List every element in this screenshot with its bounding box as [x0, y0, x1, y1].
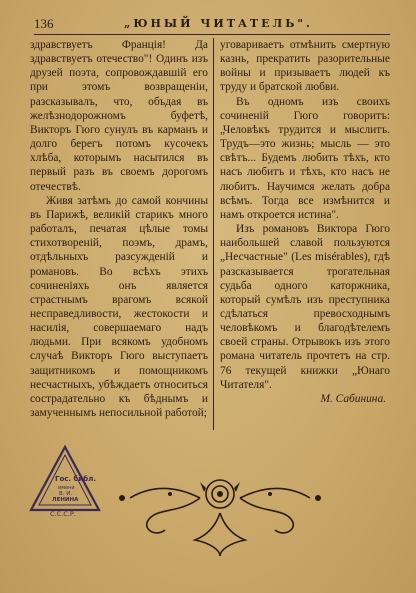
left-column [30, 38, 208, 420]
stamp-line-4: ЛЕНИНА [52, 497, 79, 503]
library-stamp [28, 444, 102, 518]
author-signature: М. Сабинина. [320, 392, 386, 405]
floral-ornament-icon [110, 458, 330, 558]
stamp-line-5: С.С.С.Р. [50, 510, 76, 518]
right-paragraph-2: Въ одномъ изъ своихъ сочиненій Гюго говоритъ: „Человѣкъ трудится и мыслитъ. Трудъ—это жизнь; мысль — это свѣтъ... Будемъ любить тѣхъ, кто насъ любитъ и тѣхъ, кто насъ не любитъ. Научимся желать добра всѣмъ. Тогда все измѣнится и намъ откроется истина". [220, 95, 390, 221]
stamp-line-1: Гос. библ. [55, 475, 96, 483]
right-paragraph-1: уговариваетъ отмѣнить смертную казнь, прекратить разорительные войны и призываетъ людей къ труду и братской любви. [220, 39, 390, 94]
stamp-line-3: В. И. [59, 491, 73, 497]
left-paragraph-2: Живя затѣмъ до самой кончины въ Парижѣ, великій старикъ много работалъ, печатая цѣлые томы стихотвореній, поэмъ, драмъ, отдѣльныхъ разсужденій и романовъ. Во всѣхъ этихъ сочиненіяхъ онъ является страстнымъ врагомъ всякой несправедливости, жестокости и насилія, совершаемаго надъ людьми. При всякомъ удобномъ случаѣ Викторъ Гюго выступаетъ защитникомъ и помощникомъ несчастныхъ, убѣждаетъ относиться сострадательно къ бѣднымъ и замученнымъ непосильной работой; [30, 194, 208, 420]
running-header [34, 16, 388, 34]
stamp-line-2: имени [58, 485, 75, 491]
header-rule [34, 34, 390, 35]
right-paragraph-3: Изъ романовъ Виктора Гюго наибольшей славой пользуются „Несчастные" (Les misérables), гдѣ разсказывается трогательная судьба одного каторжника, который сумѣлъ изъ преступника сдѣлаться превосходнымъ человѣкомъ и благодѣтелемъ своей страны. Отрывокъ изъ этого романа читатель прочтетъ на стр. 76 текущей книжки „Юнаго Читателя". [220, 223, 390, 391]
column-divider [213, 38, 214, 430]
right-column [220, 38, 390, 406]
journal-title: „ЮНЫЙ ЧИТАТЕЛЬ". [124, 17, 313, 30]
page-number: 136 [34, 16, 54, 31]
left-paragraph-1: здравствуетъ Франція! Да здравствуетъ отечество"! Одинъ изъ друзей поэта, сопровождавшій его при этомъ возвращеніи, разсказывалъ, что, объдая въ желѣзнодорожномъ буфетѣ, Викторъ Гюго сунулъ въ карманъ и долго берегъ потомъ кусочекъ хлѣба, которымъ насытился въ первый разъ въ своемъ дорогомъ отечествѣ. [30, 39, 208, 193]
